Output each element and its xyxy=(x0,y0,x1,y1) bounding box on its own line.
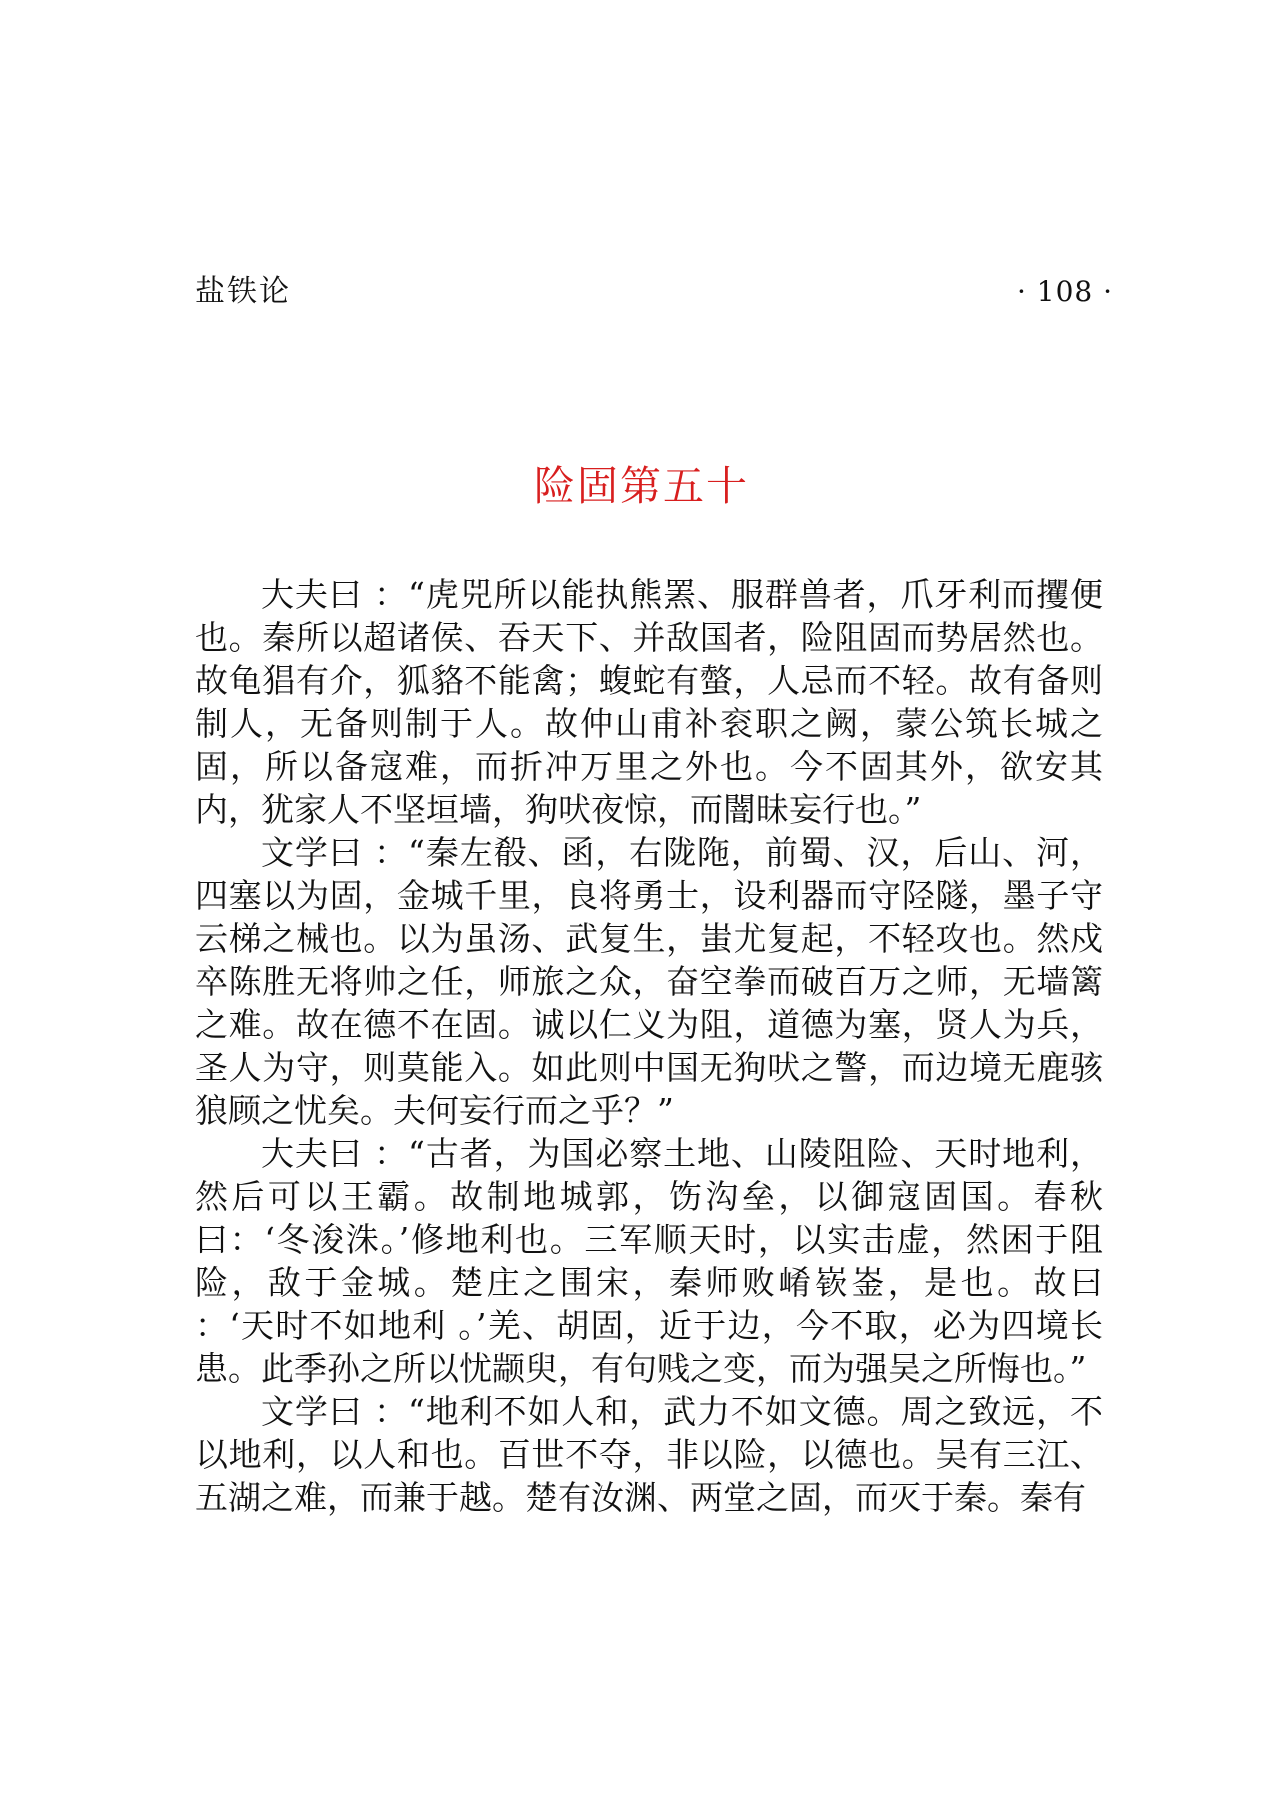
paragraph-2: 文学曰 ：“秦左殽、函，右陇陁，前蜀、汉，后山、河，四塞以为固，金城千里，良将勇士，设利器而守陉隧，墨子守云梯之械也。以为虽汤、武复生，蚩尤复起，不轻攻也。然戍卒陈胜无将帅之任，师旅之众，奋空拳而破百万之师，无墙篱之难。故在德不在固。诚以仁义为阻，道德为塞，贤人为兵，圣人为守，则莫能入。如此则中国无狗吠之警，而边境无鹿骇狼顾之忧矣。夫何妄行而之乎？” xyxy=(195,833,1103,1130)
body-text xyxy=(195,573,1103,1519)
paragraph-4: 文学曰 ：“地利不如人和，武力不如文德。周之致远，不以地利，以人和也。百世不夺，非以险，以德也。吴有三江、五湖之难，而兼于越。楚有汝渊、两堂之固，而灭于秦。秦有 xyxy=(195,1392,1103,1517)
paragraph-3: 大夫曰 ：“古者，为国必察土地、山陵阻险、天时地利，然后可以王霸。故制地城郭，饬沟垒，以御寇固国。春秋曰：‘冬浚洙。’修地利也。三军顺天时，以实击虚，然困于阻险，敌于金城。楚庄之围宋，秦师败崤嵚崟，是也。故曰 ：‘天时不如地利 。’羌、胡固，近于边，今不取，必为四境长患。此季孙之所以忧颛臾，有句贱之变，而为强吴之所悔也。” xyxy=(195,1134,1103,1388)
paragraph-1: 大夫曰 ：“虎兕所以能执熊罴、服群兽者，爪牙利而攫便也。秦所以超诸侯、吞天下、并敌国者，险阻固而势居然也。故龟猖有介，狐貉不能禽；蝮蛇有螫，人忌而不轻。故有备则制人，无备则制于人。故仲山甫补衮职之阙，蒙公筑长城之固，所以备寇难，而折冲万里之外也。今不固其外，欲安其内，犹家人不坚垣墙，狗吠夜惊，而闇昧妄行也。” xyxy=(195,575,1103,829)
page-header xyxy=(195,272,1113,312)
chapter-title: 险固第五十 xyxy=(534,462,749,510)
page-number: · 108 · xyxy=(1016,275,1113,308)
book-title: 盐铁论 xyxy=(195,274,291,309)
